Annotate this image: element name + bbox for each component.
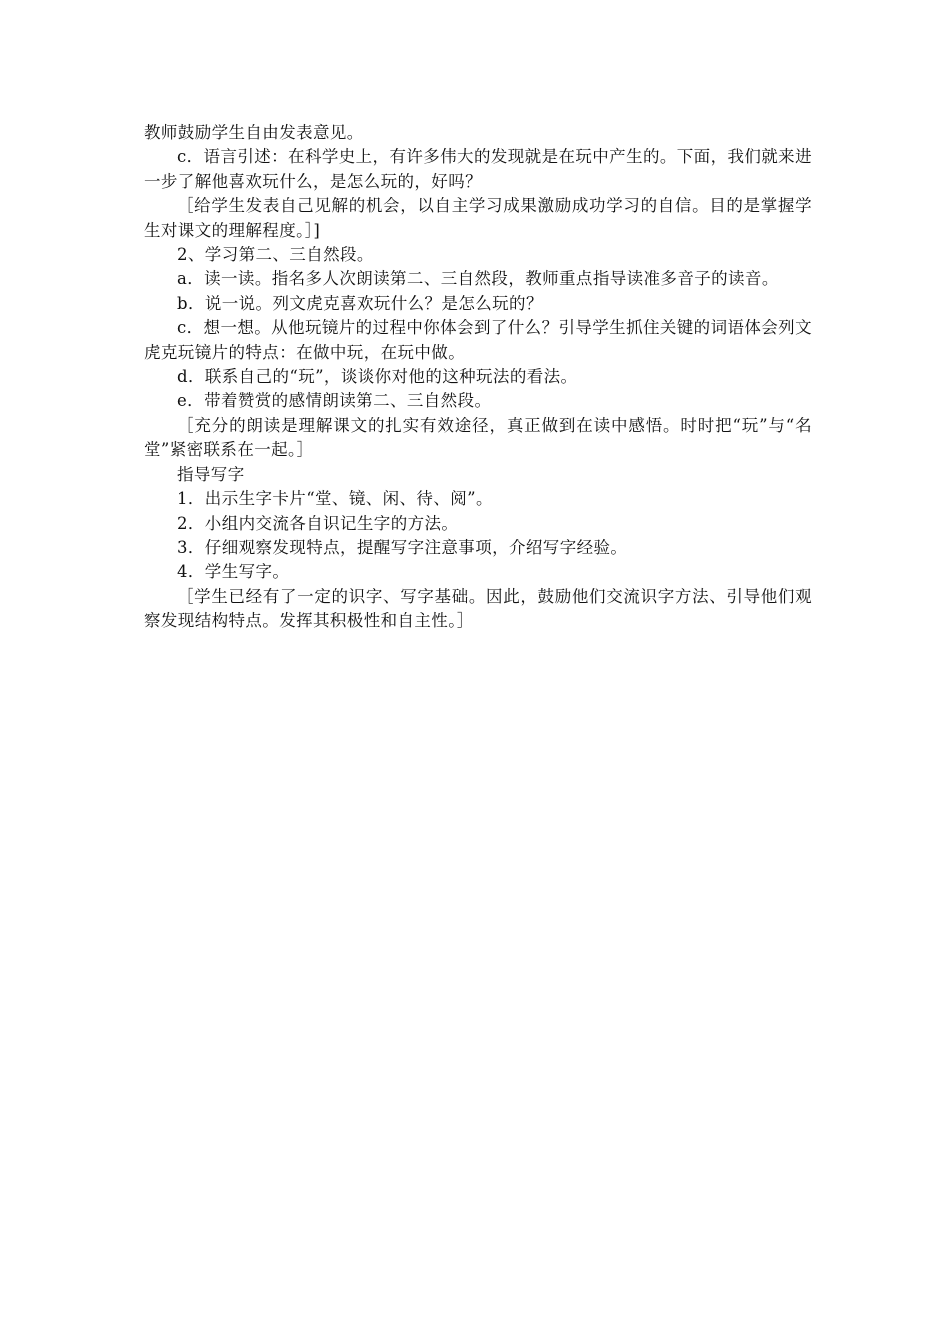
paragraph-note-writing: ［学生已经有了一定的识字、写字基础。因此，鼓励他们交流识字方法、引导他们观察发现结构特点。发挥其积极性和自主性。］ <box>144 586 812 631</box>
paragraph-think: c．想一想。从他玩镜片的过程中你体会到了什么？引导学生抓住关键的词语体会列文虎克玩镜片的特点：在做中玩，在玩中做。 <box>144 318 812 362</box>
paragraph-study-sections: 2、学习第二、三自然段。 <box>177 245 374 265</box>
paragraph-connect: d．联系自己的“玩”，谈谈你对他的这种玩法的看法。 <box>177 367 578 387</box>
list-item-write: 4．学生写字。 <box>177 562 290 582</box>
paragraph-say: b．说一说。列文虎克喜欢玩什么？是怎么玩的？ <box>177 293 543 313</box>
document-body <box>144 121 812 634</box>
list-item-observe: 3．仔细观察发现特点，提醒写字注意事项，介绍写字经验。 <box>177 537 628 557</box>
paragraph-language-intro: c．语言引述：在科学史上，有许多伟大的发现就是在玩中产生的。下面，我们就来进一步了解他喜欢玩什么，是怎么玩的，好吗？ <box>144 147 812 191</box>
list-item-group-exchange: 2．小组内交流各自识记生字的方法。 <box>177 513 459 533</box>
paragraph-read-aloud: a．读一读。指名多人次朗读第二、三自然段，教师重点指导读准多音子的读音。 <box>177 269 779 289</box>
list-item-show-cards: 1．出示生字卡片“堂、镜、闲、待、阅”。 <box>177 489 493 509</box>
section-heading-writing: 指导写字 <box>177 464 245 484</box>
paragraph-appreciate-reading: e．带着赞赏的感情朗读第二、三自然段。 <box>177 391 492 411</box>
paragraph-encourage-opinions: 教师鼓励学生自由发表意见。 <box>144 123 364 142</box>
paragraph-note-self-study: ［给学生发表自己见解的机会，以自主学习成果激励成功学习的自信。目的是掌握学生对课文的理解程度。］] <box>144 196 812 240</box>
paragraph-note-reading: ［充分的朗读是理解课文的扎实有效途径，真正做到在读中感悟。时时把“玩”与“名堂”紧密联系在一起。］ <box>144 415 812 460</box>
